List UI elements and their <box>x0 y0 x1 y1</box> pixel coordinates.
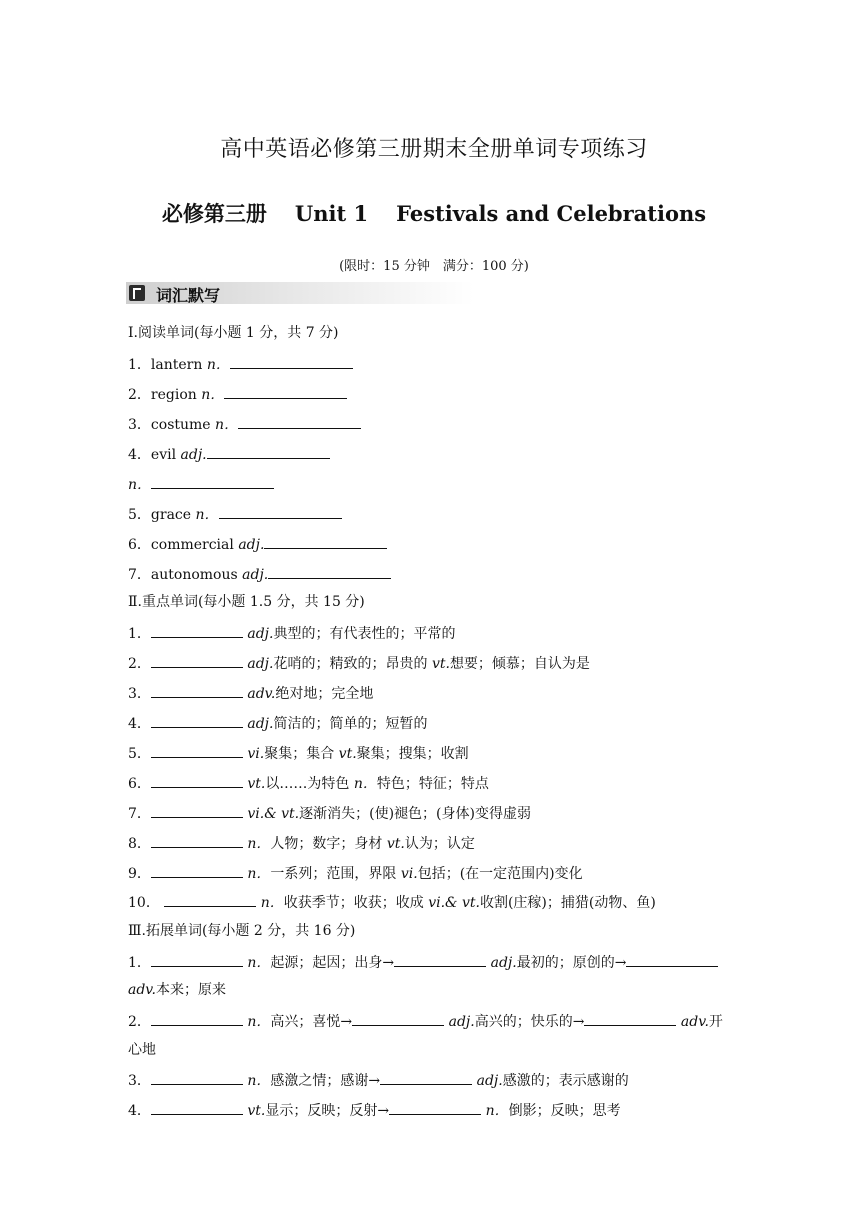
answer-blank[interactable] <box>151 773 243 788</box>
section-bookmark-icon <box>129 285 145 301</box>
answer-blank[interactable] <box>626 952 718 967</box>
answer-blank[interactable] <box>151 863 243 878</box>
answer-blank[interactable] <box>238 414 361 429</box>
part3-item: 1． n．起源；起因；出身→ adj.最初的；原创的→ <box>128 952 718 972</box>
part2-item: 4． adj.简洁的；简单的；短暂的 <box>128 713 427 733</box>
part1-item: 4．evil adj. <box>128 444 330 464</box>
unit-book: 必修第三册 <box>161 201 267 226</box>
part3-item: 3． n．感激之情；感谢→ adj.感激的；表示感谢的 <box>128 1070 629 1090</box>
part1-item: 3．costume n． <box>128 414 361 434</box>
part1-item: 6．commercial adj. <box>128 534 387 554</box>
part2-item: 3． adv.绝对地；完全地 <box>128 683 373 703</box>
part2-item: 7． vi.& vt.逐渐消失；(使)褪色；(身体)变得虚弱 <box>128 803 531 823</box>
answer-blank[interactable] <box>224 384 347 399</box>
part1-item: 7．autonomous adj. <box>128 564 391 584</box>
part2-item: 1． adj.典型的；有代表性的；平常的 <box>128 623 455 643</box>
part2-item: 2． adj.花哨的；精致的；昂贵的 vt.想要；倾慕；自认为是 <box>128 653 590 673</box>
part2-item: 8． n．人物；数字；身材 vt.认为；认定 <box>128 833 475 853</box>
part2-heading: Ⅱ.重点单词(每小题 1.5 分，共 15 分) <box>128 594 365 610</box>
answer-blank[interactable] <box>230 354 353 369</box>
answer-blank[interactable] <box>352 1011 444 1026</box>
part1-heading: Ⅰ.阅读单词(每小题 1 分，共 7 分) <box>128 325 339 341</box>
answer-blank[interactable] <box>151 474 274 489</box>
answer-blank[interactable] <box>151 653 243 668</box>
unit-number: Unit 1 <box>294 201 369 226</box>
answer-blank[interactable] <box>151 713 243 728</box>
part2-item: 9． n．一系列；范围，界限 vi.包括；(在一定范围内)变化 <box>128 863 583 883</box>
answer-blank[interactable] <box>219 504 342 519</box>
part3-item: 2． n．高兴；喜悦→ adj.高兴的；快乐的→ adv.开 <box>128 1011 723 1031</box>
part3-item-wrap: 心地 <box>128 1042 156 1058</box>
answer-blank[interactable] <box>151 683 243 698</box>
answer-blank[interactable] <box>268 564 391 579</box>
answer-blank[interactable] <box>151 833 243 848</box>
unit-theme: Festivals and Celebrations <box>396 201 707 226</box>
section-title: 词汇默写 <box>156 286 221 305</box>
answer-blank[interactable] <box>151 952 243 967</box>
document-title: 高中英语必修第三册期末全册单词专项练习 <box>220 137 648 162</box>
part3-item-wrap: adv.本来；原来 <box>128 982 227 998</box>
answer-blank[interactable] <box>151 623 243 638</box>
part1-item: 1．lantern n． <box>128 354 353 374</box>
part3-heading: Ⅲ.拓展单词(每小题 2 分，共 16 分) <box>128 923 356 939</box>
answer-blank[interactable] <box>394 952 486 967</box>
answer-blank[interactable] <box>389 1100 481 1115</box>
section-banner <box>126 282 474 304</box>
part2-item: 5． vi.聚集；集合 vt.聚集；搜集；收割 <box>128 743 469 763</box>
answer-blank[interactable] <box>151 1100 243 1115</box>
part1-item: n． <box>128 474 274 494</box>
answer-blank[interactable] <box>207 444 330 459</box>
time-limit: (限时：15 分钟 满分：100 分) <box>339 259 529 274</box>
part2-item: 10． n．收获季节；收获；收成 vi.& vt.收割(庄稼)；捕猎(动物、鱼) <box>128 892 656 912</box>
answer-blank[interactable] <box>164 892 256 907</box>
part1-item: 5．grace n． <box>128 504 342 524</box>
answer-blank[interactable] <box>584 1011 676 1026</box>
answer-blank[interactable] <box>151 803 243 818</box>
part2-item: 6． vt.以……为特色 n．特色；特征；特点 <box>128 773 489 793</box>
part3-item: 4． vt.显示；反映；反射→ n．倒影；反映；思考 <box>128 1100 621 1120</box>
part1-item: 2．region n． <box>128 384 347 404</box>
answer-blank[interactable] <box>380 1070 472 1085</box>
unit-title <box>0 198 868 228</box>
answer-blank[interactable] <box>151 743 243 758</box>
answer-blank[interactable] <box>151 1070 243 1085</box>
answer-blank[interactable] <box>264 534 387 549</box>
answer-blank[interactable] <box>151 1011 243 1026</box>
